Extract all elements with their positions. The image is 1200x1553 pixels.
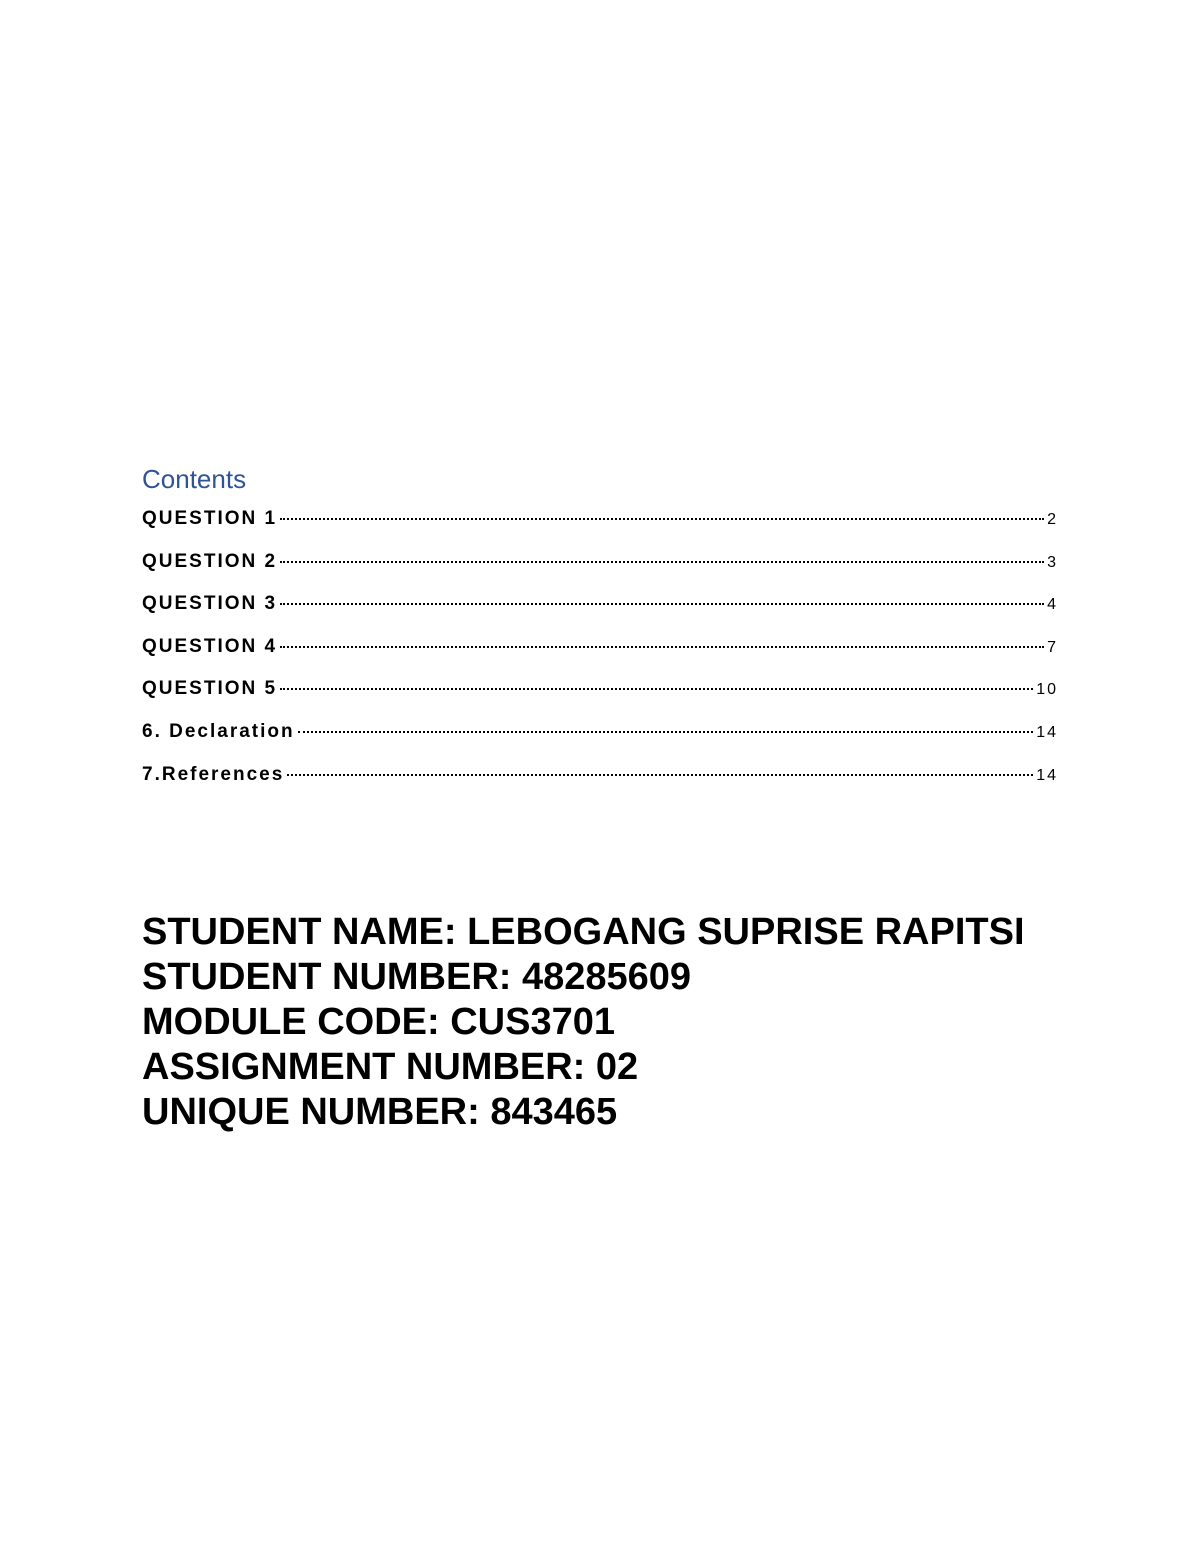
toc-dot-leader [280, 688, 1033, 690]
student-number: STUDENT NUMBER: 48285609 [142, 956, 692, 998]
unique-number: UNIQUE NUMBER: 843465 [142, 1091, 618, 1133]
toc-entry-label[interactable]: QUESTION 1 [142, 508, 278, 529]
toc-list [142, 508, 1058, 806]
toc-entry-page: 2 [1047, 511, 1058, 528]
toc-entry-page: 14 [1036, 723, 1058, 741]
toc-heading: Contents [142, 464, 247, 494]
toc-dot-leader [280, 561, 1044, 563]
toc-dot-leader [298, 731, 1034, 733]
toc-entry-label[interactable]: QUESTION 5 [142, 678, 278, 700]
toc-entry-label[interactable]: QUESTION 3 [142, 593, 278, 615]
module-code: MODULE CODE: CUS3701 [142, 1001, 615, 1043]
toc-dot-leader [280, 518, 1044, 520]
toc-entry-question-1[interactable] [142, 508, 1058, 551]
toc-entry-question-4[interactable] [142, 636, 1058, 679]
toc-entry-page: 3 [1047, 553, 1058, 571]
toc-entry-page: 4 [1047, 596, 1058, 614]
toc-dot-leader [287, 774, 1033, 776]
toc-entry-references[interactable] [142, 764, 1058, 807]
toc-entry-page: 14 [1036, 766, 1058, 784]
toc-entry-label[interactable]: 6. Declaration [142, 720, 295, 742]
table-of-contents [142, 462, 1058, 806]
toc-entry-label[interactable]: QUESTION 2 [142, 550, 278, 572]
student-name: STUDENT NAME: LEBOGANG SUPRISE RAPITSI [142, 911, 1025, 953]
toc-entry-declaration[interactable] [142, 721, 1058, 764]
toc-entry-question-5[interactable] [142, 678, 1058, 721]
toc-dot-leader [280, 603, 1044, 605]
toc-entry-question-2[interactable] [142, 551, 1058, 594]
student-info-block [142, 910, 1142, 1135]
toc-entry-page: 7 [1047, 638, 1058, 656]
toc-dot-leader [280, 646, 1044, 648]
toc-entry-page: 10 [1036, 681, 1058, 699]
assignment-number: ASSIGNMENT NUMBER: 02 [142, 1046, 639, 1088]
toc-entry-question-3[interactable] [142, 593, 1058, 636]
toc-entry-label[interactable]: QUESTION 4 [142, 635, 278, 657]
toc-entry-label[interactable]: 7.References [142, 763, 285, 785]
